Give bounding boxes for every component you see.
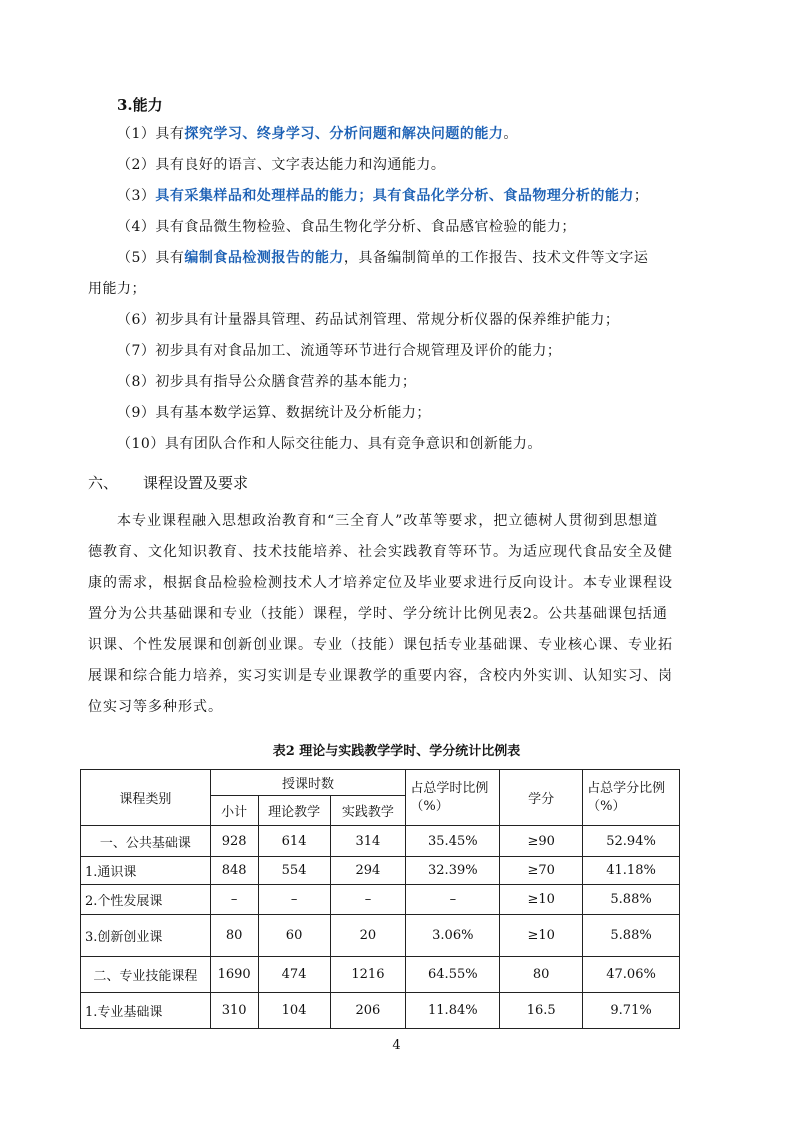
cell-theory: 60 [258,915,330,957]
table-row [81,957,680,993]
table-row [81,826,680,857]
ability-item-9: （9）具有基本数学运算、数据统计及分析能力； [117,405,431,421]
section-number: 六、 [88,474,119,492]
header-credits-ratio: 占总学分比例（%） [583,770,680,826]
ability-item-5: （5）具有编制食品检测报告的能力，具备编制简单的工作报告、技术文件等文字运 [117,250,649,266]
cell-practice: 294 [330,857,406,885]
ability-item-4: （4）具有食品微生物检验、食品生物化学分析、食品感官检验的能力； [117,219,576,235]
cell-theory: – [258,885,330,915]
header-credits: 学分 [500,770,583,826]
cell-practice: 314 [330,826,406,857]
table-row [81,885,680,915]
cell-subtotal: 80 [210,915,258,957]
paragraph-line: 识课、个性发展课和创新创业课。专业（技能）课包括专业基础课、专业核心课、专业拓 [88,637,673,653]
cell-theory: 474 [258,957,330,993]
ability-item-5-continuation: 用能力； [88,281,146,297]
cell-credits: 16.5 [500,993,583,1029]
cell-credits-ratio: 5.88% [583,915,680,957]
paragraph-line: 位实习等多种形式。 [88,699,223,715]
cell-subtotal: 928 [210,826,258,857]
cell-credits-ratio: 52.94% [583,826,680,857]
cell-category: 1.专业基础课 [81,993,211,1029]
header-practice: 实践教学 [330,796,406,826]
cell-practice: 20 [330,915,406,957]
cell-category: 2.个性发展课 [81,885,211,915]
cell-practice: – [330,885,406,915]
header-subtotal: 小计 [210,796,258,826]
header-category: 课程类别 [81,770,211,826]
page-number: 4 [392,1038,401,1053]
cell-hours-ratio: 64.55% [406,957,500,993]
table-row [81,915,680,957]
cell-credits: 80 [500,957,583,993]
cell-category: 1.通识课 [81,857,211,885]
cell-hours-ratio: 35.45% [406,826,500,857]
ability-item-1: （1）具有探究学习、终身学习、分析问题和解决问题的能力。 [117,126,518,142]
cell-subtotal: 310 [210,993,258,1029]
cell-credits: ≥70 [500,857,583,885]
paragraph-line: 展课和综合能力培养，实习实训是专业课教学的重要内容，含校内外实训、认知实习、岗 [88,668,673,684]
cell-category: 二、专业技能课程 [81,957,211,993]
cell-theory: 554 [258,857,330,885]
ability-item-10: （10）具有团队合作和人际交往能力、具有竞争意识和创新能力。 [117,436,542,452]
table-row [81,857,680,885]
cell-hours-ratio: – [406,885,500,915]
cell-credits-ratio: 9.71% [583,993,680,1029]
header-hours-ratio: 占总学时比例（%） [406,770,500,826]
table-row [81,993,680,1029]
ability-item-2: （2）具有良好的语言、文字表达能力和沟通能力。 [117,157,446,173]
ability-item-3: （3）具有采集样品和处理样品的能力；具有食品化学分析、食品物理分析的能力； [117,188,649,204]
statistics-table [80,769,680,1029]
ability-item-8: （8）初步具有指导公众膳食营养的基本能力； [117,374,417,390]
ability-item-6: （6）初步具有计量器具管理、药品试剂管理、常规分析仪器的保养维护能力； [117,312,620,328]
header-hours-group: 授课时数 [210,770,406,796]
header-theory: 理论教学 [258,796,330,826]
cell-subtotal: 1690 [210,957,258,993]
cell-credits: ≥90 [500,826,583,857]
cell-credits-ratio: 47.06% [583,957,680,993]
cell-category: 3.创新创业课 [81,915,211,957]
cell-hours-ratio: 3.06% [406,915,500,957]
section-title: 课程设置及要求 [143,474,249,492]
ability-heading: 3.能力 [117,96,163,114]
table-caption: 表2 理论与实践教学学时、学分统计比例表 [272,744,521,759]
cell-subtotal: 848 [210,857,258,885]
ability-item-7: （7）初步具有对食品加工、流通等环节进行合规管理及评价的能力； [117,343,562,359]
paragraph-line: 康的需求，根据食品检验检测技术人才培养定位及毕业要求进行反向设计。本专业课程设 [88,575,673,591]
cell-credits-ratio: 41.18% [583,857,680,885]
paragraph-line: 置分为公共基础课和专业（技能）课程，学时、学分统计比例见表2。公共基础课包括通 [88,606,668,622]
cell-hours-ratio: 11.84% [406,993,500,1029]
cell-practice: 206 [330,993,406,1029]
cell-subtotal: – [210,885,258,915]
cell-credits-ratio: 5.88% [583,885,680,915]
cell-credits: ≥10 [500,885,583,915]
paragraph-line: 德教育、文化知识教育、技术技能培养、社会实践教育等环节。为适应现代食品安全及健 [88,544,673,560]
cell-hours-ratio: 32.39% [406,857,500,885]
cell-category: 一、公共基础课 [81,826,211,857]
cell-theory: 614 [258,826,330,857]
cell-practice: 1216 [330,957,406,993]
paragraph-line: 本专业课程融入思想政治教育和“三全育人”改革等要求，把立德树人贯彻到思想道 [117,513,659,529]
cell-credits: ≥10 [500,915,583,957]
cell-theory: 104 [258,993,330,1029]
